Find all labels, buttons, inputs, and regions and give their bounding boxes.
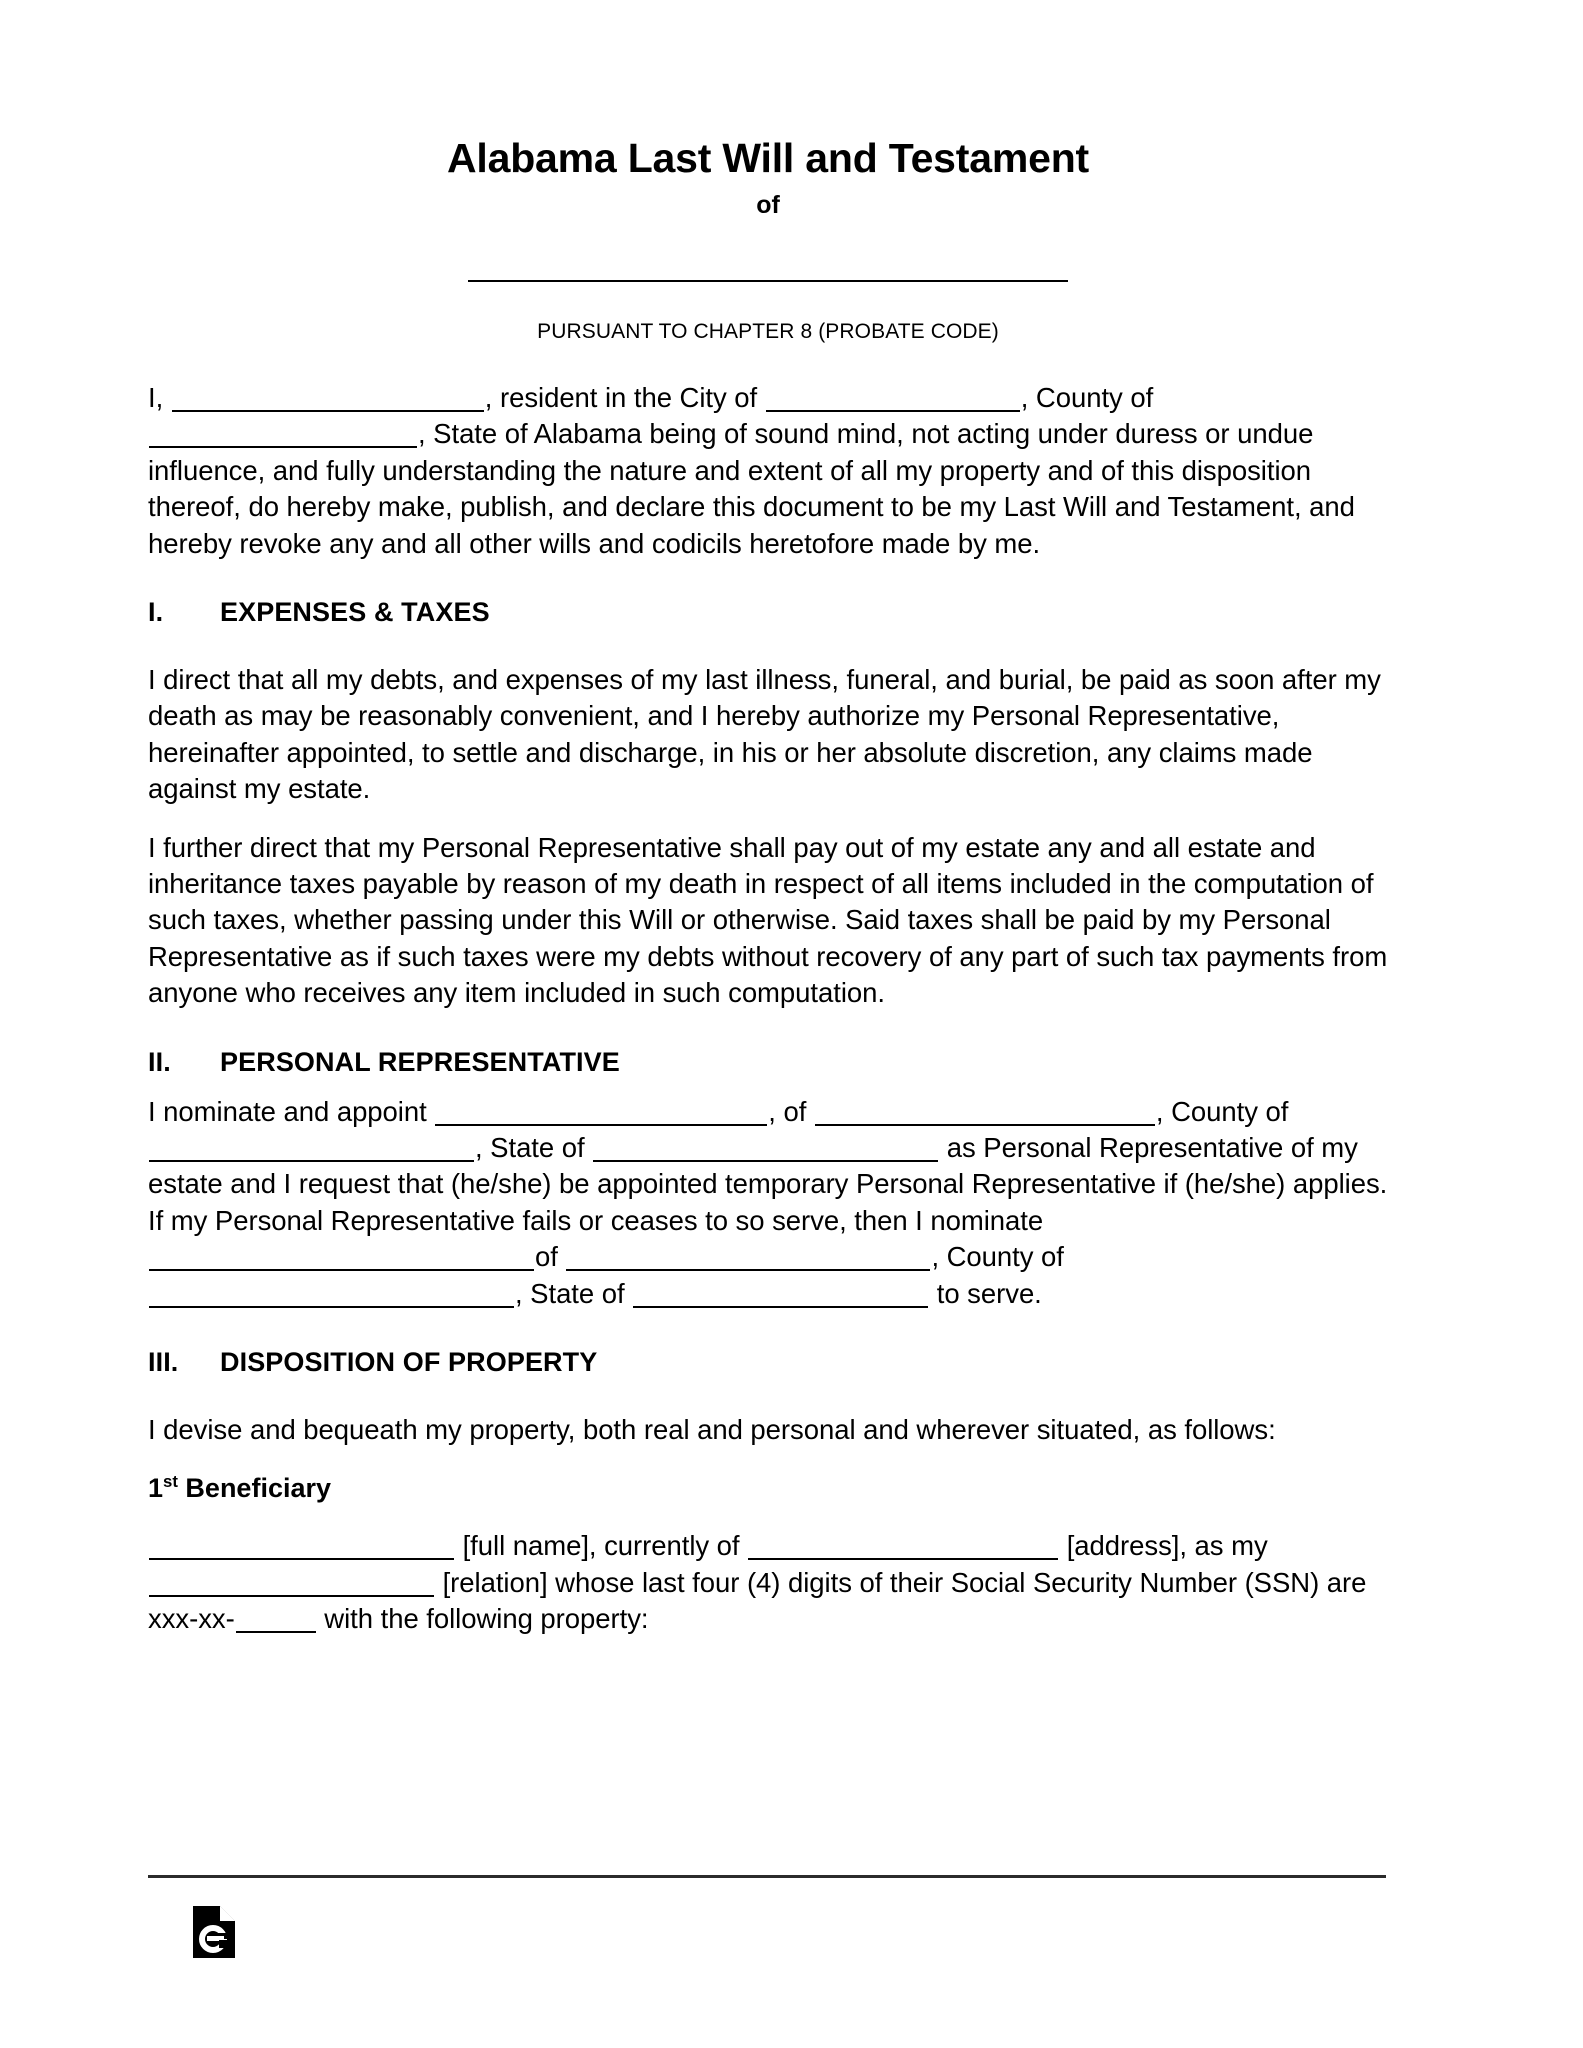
intro-text-3: , County of [1020, 381, 1154, 413]
spacer [148, 1380, 1388, 1412]
beneficiary-address-input[interactable] [748, 1533, 1058, 1560]
section-number-i: I. [148, 596, 164, 627]
pr-address-input[interactable] [815, 1099, 1155, 1126]
section-number-ii: II. [148, 1046, 171, 1077]
beneficiary-ordinal: 1 [148, 1473, 164, 1504]
beneficiary-heading [148, 1470, 1388, 1506]
personal-representative-paragraph [148, 1094, 1388, 1312]
section-title-iii: DISPOSITION OF PROPERTY [220, 1347, 598, 1378]
pr-name-input[interactable] [435, 1099, 767, 1126]
alt-pr-county-input[interactable] [149, 1281, 514, 1308]
pr-text-5: as Personal Representative of my estate and I request that (he/she) be appointed temporary Personal Representative if (he/she) applies. If my Personal Representative fails or ceases to so serve, then I nominate [148, 1132, 1388, 1236]
pr-text-1: I nominate and appoint [148, 1095, 435, 1127]
intro-text-1: I, [148, 381, 171, 413]
testator-name-line-wrap [148, 220, 1388, 282]
testator-name-input[interactable] [172, 385, 484, 412]
intro-text-2: , resident in the City of [484, 381, 765, 413]
eforms-logo [193, 1906, 235, 1958]
city-input[interactable] [766, 385, 1020, 412]
alt-pr-state-input[interactable] [633, 1281, 928, 1308]
pr-state-input[interactable] [593, 1135, 938, 1162]
section-heading-ii [148, 1044, 1388, 1080]
pr-text-7: , County of [931, 1241, 1064, 1273]
beneficiary-text-1: [full name], currently of [455, 1530, 748, 1562]
footer-divider [148, 1875, 1386, 1878]
spacer [148, 808, 1388, 830]
beneficiary-name-input[interactable] [149, 1533, 454, 1560]
section-heading-i [148, 594, 1388, 630]
beneficiary-text-4: with the following property: [316, 1603, 649, 1635]
pr-text-2: , of [768, 1095, 814, 1127]
intro-paragraph [148, 380, 1388, 562]
alt-pr-name-input[interactable] [149, 1244, 534, 1271]
spacer [148, 1448, 1388, 1470]
alt-pr-address-input[interactable] [566, 1244, 930, 1271]
spacer [148, 344, 1388, 380]
spacer [148, 1080, 1388, 1094]
pr-text-4: , State of [475, 1132, 593, 1164]
county-input[interactable] [149, 421, 417, 448]
pursuant-line: PURSUANT TO CHAPTER 8 (PROBATE CODE) [537, 319, 999, 343]
beneficiary-ssn-input[interactable] [236, 1606, 316, 1633]
beneficiary-relation-input[interactable] [149, 1570, 434, 1597]
beneficiary-label: Beneficiary [177, 1473, 331, 1504]
expenses-paragraph-1: I direct that all my debts, and expenses of my last illness, funeral, and burial, be paid as soon after my death as may be reasonably convenient, and I hereby authorize my Personal Representative, hereinafter appointed, to settle and discharge, in his or her absolute discretion, any claims made against my estate. [148, 663, 1381, 805]
title-connector: of [756, 191, 780, 220]
beneficiary-text-2: [address], as my [1059, 1530, 1268, 1562]
pr-text-9: to serve. [929, 1277, 1042, 1309]
spacer [148, 1312, 1388, 1344]
section-heading-iii [148, 1344, 1388, 1380]
disposition-intro: I devise and bequeath my property, both real and personal and wherever situated, as follows: [148, 1414, 1276, 1446]
page-title: Alabama Last Will and Testament [447, 135, 1089, 181]
pr-text-3: , County of [1155, 1095, 1289, 1127]
document-content [148, 0, 1388, 1638]
pr-text-6: of [535, 1241, 566, 1273]
pr-county-input[interactable] [149, 1135, 474, 1162]
section-title-i: EXPENSES & TAXES [220, 596, 490, 627]
section-title-ii: PERSONAL REPRESENTATIVE [220, 1046, 620, 1077]
testator-name-blank[interactable] [468, 279, 1068, 282]
beneficiary-ordinal-suffix: st [163, 1472, 178, 1492]
intro-text-4: , State of Alabama being of sound mind, not acting under duress or undue influence, and fully understanding the nature and extent of all my property and of this disposition thereof, do hereby make, publish, and declare this document to be my Last Will and Testament, and hereby revoke any and all other wills and codicils heretofore made by me. [148, 418, 1355, 559]
spacer [148, 1012, 1388, 1044]
spacer [148, 630, 1388, 662]
pr-text-8: , State of [515, 1277, 633, 1309]
expenses-paragraph-2: I further direct that my Personal Representative shall pay out of my estate any and all estate and inheritance taxes payable by reason of my death in respect of all items included in the computation of such taxes, whether passing under this Will or otherwise. Said taxes shall be paid by my Personal Representative as if such taxes were my debts without recovery of any part of such tax payments from anyone who receives any item included in such computation. [148, 831, 1388, 1009]
beneficiary-text-3: [relation] whose last four (4) digits of their Social Security Number (SSN) are xxx-xx- [148, 1566, 1367, 1635]
section-number-iii: III. [148, 1347, 179, 1378]
beneficiary-paragraph [148, 1528, 1388, 1637]
spacer [148, 1506, 1388, 1528]
spacer [148, 562, 1388, 594]
